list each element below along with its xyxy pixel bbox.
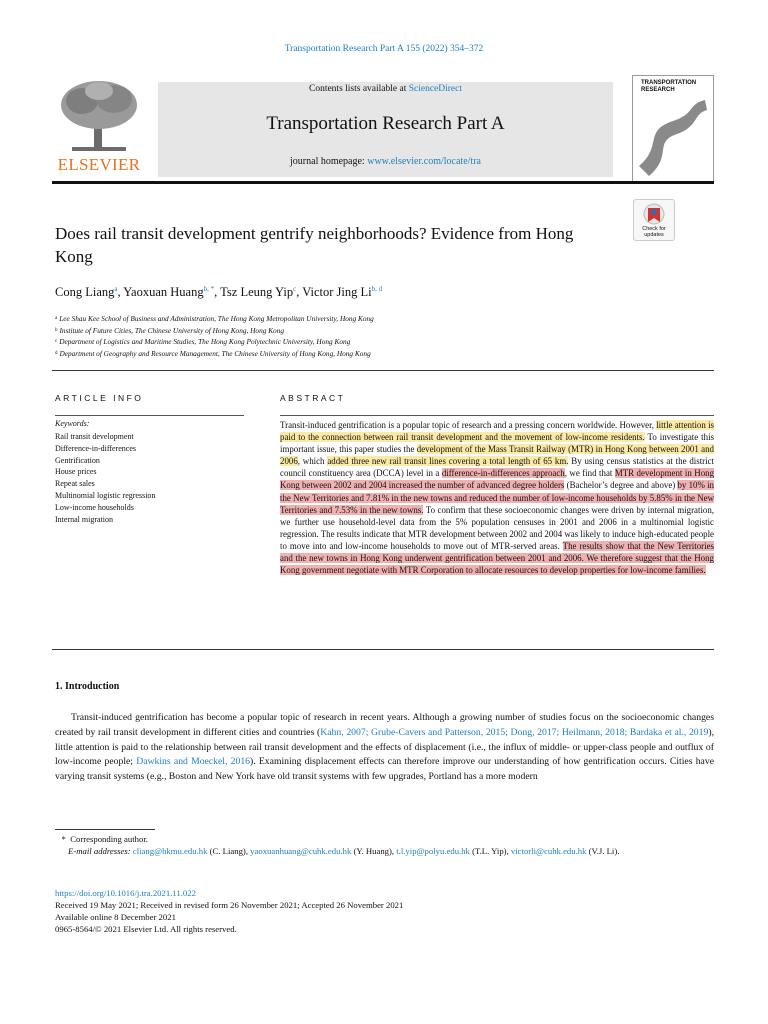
abstract-heading: ABSTRACT <box>280 393 346 403</box>
abstract-text: To confirm that these socioeconomic changes were driven by internal migration, we further use household-level data from the 5% population censuses in 2001 and 2006 in a multinomial logistic regression. The results indicate that MTR development between 2002 and 2004 was likely to induce high-educated people to move into and low-income households to move out of MTR-served areas. <box>280 504 715 551</box>
journal-title: Transportation Research Part A <box>266 113 505 134</box>
journal-banner <box>158 82 613 177</box>
keyword-list <box>55 431 155 525</box>
email-link[interactable]: cliang@hkmu.edu.hk <box>132 846 208 857</box>
footnotes <box>55 833 714 858</box>
asterisk-mark: * <box>61 834 66 844</box>
abstract-body <box>280 419 714 576</box>
affiliation-text: Institute of Future Cities, The Chinese University of Hong Kong, Hong Kong <box>59 325 285 335</box>
doi-link[interactable]: https://doi.org/10.1016/j.tra.2021.11.022 <box>55 888 196 898</box>
corresponding-author-note <box>55 833 714 845</box>
abstract-rule <box>280 415 714 416</box>
highlighted-text[interactable]: little attention is paid to the connection between rail transit development and the movement of low-income residents. <box>280 420 714 443</box>
keyword-item: Difference-in-differences <box>55 443 136 453</box>
keyword-item: House prices <box>55 467 97 477</box>
author-affiliation-mark[interactable]: b, * <box>203 285 215 293</box>
email-owner: (T.L. Yip), <box>472 846 509 857</box>
article-title: Does rail transit development gentrify neighborhoods? Evidence from Hong Kong <box>55 224 574 266</box>
homepage-link[interactable]: www.elsevier.com/locate/tra <box>367 156 481 167</box>
footnote-rule <box>55 829 155 830</box>
email-owner: (Y. Huang), <box>353 846 395 857</box>
author-name: Victor Jing Li <box>302 285 372 300</box>
author-list: Cong Liang$^a$, Yaoxuan Huang$^{b, *}$, Tsz Leung Yip$^c$, Victor Jing Li$^{b, d}$ <box>55 285 383 300</box>
keyword-item: Internal migration <box>55 514 113 524</box>
corresponding-author-text: Corresponding author. <box>70 834 148 844</box>
keywords-label: Keywords: <box>55 419 90 428</box>
article-info-heading: ARTICLE INFO <box>55 393 144 403</box>
check-for-updates-label: Check for updates <box>642 226 666 238</box>
introduction-paragraph <box>55 711 714 785</box>
section-heading-introduction: 1. Introduction <box>55 681 120 692</box>
author-affiliation-mark[interactable]: b, d <box>371 285 383 293</box>
section-rule <box>52 649 714 650</box>
elsevier-logo <box>52 79 146 175</box>
email-label: E-mail addresses: <box>68 846 131 857</box>
email-note <box>55 845 714 857</box>
affiliation-text: Department of Logistics and Maritime Studies, The Hong Kong Polytechnic University, Hong Kong <box>59 337 351 347</box>
highlighted-text[interactable]: The results show that the New Territories and the new towns in Hong Kong underwent gentrification between 2001 and 2006. We therefore suggest that the Hong Kong government negotiate with MTR Corporation to allocate resources to develop properties for low-income families. <box>280 540 714 576</box>
abstract-text: (Bachelor’s degree and above) <box>564 480 678 491</box>
author-affiliation-mark[interactable]: a <box>114 285 118 293</box>
highlighted-text[interactable]: MTR development in Hong Kong between 2002 and 2004 increased the number of advanced degree holders <box>280 468 714 491</box>
highlighted-text[interactable]: difference-in-differences approach <box>441 468 565 479</box>
highlighted-text[interactable]: added three new rail transit lines covering a total length of 65 km. <box>327 456 569 467</box>
abstract-text: To investigate this important issue, this paper studies the <box>280 432 714 455</box>
keyword-item: Low-income households <box>55 502 134 512</box>
header-rule <box>52 181 714 184</box>
affiliation-mark: a <box>55 316 58 321</box>
abstract-text: By using census statistics at the district council constituency area (DCCA) level in a <box>280 456 714 479</box>
contents-line <box>158 84 613 94</box>
elsevier-wordmark: ELSEVIER <box>57 155 141 174</box>
affiliation-mark: d <box>55 350 58 356</box>
section-rule <box>52 370 714 371</box>
copyright-line: 0965-8564/© 2021 Elsevier Ltd. All rights reserved. <box>55 924 237 935</box>
affiliation-text: Lee Shau Kee School of Business and Administration, The Hong Kong Metropolitan University, Hong Kong <box>59 314 374 323</box>
email-owner: (C. Liang), <box>209 846 248 857</box>
sciencedirect-link[interactable]: ScienceDirect <box>408 84 462 94</box>
highlighted-text[interactable]: by 10% in the New Territories and 7.81% in the new towns and reduced the number of low-income households by 5.85% in the New Territories and 7.53% in the new towns. <box>280 480 714 515</box>
check-for-updates-button[interactable] <box>633 199 675 241</box>
journal-cover[interactable] <box>632 75 714 184</box>
homepage-line <box>158 156 613 167</box>
author-name: Cong Liang <box>55 285 115 300</box>
abstract-text: , we find that <box>564 468 615 479</box>
affiliation-item <box>55 336 374 348</box>
received-dates: Received 19 May 2021; Received in revised form 26 November 2021; Accepted 26 November 2021 <box>55 900 404 911</box>
highlighted-text[interactable]: development of the Mass Transit Railway (MTR) in Hong Kong between 2001 and 2006 <box>280 444 714 467</box>
email-link[interactable]: victorli@cuhk.edu.hk <box>510 846 587 857</box>
abstract-text: , which <box>297 456 328 467</box>
email-owner: (V.J. Li). <box>588 846 620 857</box>
contents-prefix: Contents lists available at <box>308 84 409 94</box>
author-affiliation-mark[interactable]: c <box>293 285 297 293</box>
affiliation-item <box>55 313 374 325</box>
email-link[interactable]: yaoxuanhuang@cuhk.edu.hk <box>250 846 352 857</box>
road-icon <box>633 76 713 183</box>
email-link[interactable]: t.l.yip@polyu.edu.hk <box>396 846 470 857</box>
affiliation-item <box>55 348 374 360</box>
article-info-rule <box>55 415 244 416</box>
keyword-item: Gentrification <box>55 455 100 465</box>
citation-link[interactable]: Dawkins and Moeckel, 2016 <box>136 756 251 768</box>
keyword-item: Repeat sales <box>55 479 95 489</box>
homepage-prefix: journal homepage: <box>290 156 368 167</box>
publication-info <box>55 887 403 935</box>
affiliation-mark: c <box>55 339 58 345</box>
affiliation-mark: b <box>55 327 58 333</box>
citation-link[interactable]: Kahn, 2007; Grube-Cavers and Patterson, 2015; Dong, 2017; Heilmann, 2018; Bardaka et al., 2019 <box>320 726 709 738</box>
intro-text: Transit-induced gentrification has become a popular topic of research in recent years. Although a growing number of studies focus on the socioeconomic changes created by rail transit development in different cities and countries ( <box>55 712 714 738</box>
keyword-item: Multinomial logistic regression <box>55 490 156 500</box>
tree-icon <box>52 79 146 155</box>
affiliation-list <box>55 313 374 359</box>
intro-text: ), little attention is paid to the relationship between rail transit development and the effects of displacement (i.e., the influx of middle- or upper-class people and outflux of low-income people; <box>55 726 714 768</box>
author-name: Yaoxuan Huang <box>123 285 204 300</box>
abstract-text: Transit-induced gentrification is a popular topic of research and a pressing concern worldwide. However, <box>280 420 657 430</box>
affiliation-text: Department of Geography and Resource Management, The Chinese University of Hong Kong, Hong Kong <box>59 348 371 358</box>
author-name: Tsz Leung Yip <box>220 285 294 300</box>
intro-text: ). Examining displacement effects can therefore improve our understanding of how gentrification occurs. Cities have varying transit systems (e.g., Boston and New York have old transit systems with few upgrades, Portland has a more modern <box>55 756 714 783</box>
available-online-date: Available online 8 December 2021 <box>55 912 176 923</box>
affiliation-item <box>55 325 374 337</box>
journal-reference[interactable]: Transportation Research Part A 155 (2022) 354–372 <box>284 44 484 54</box>
cover-title: TRANSPORTATION RESEARCH <box>641 80 697 93</box>
keyword-item: Rail transit development <box>55 432 134 441</box>
